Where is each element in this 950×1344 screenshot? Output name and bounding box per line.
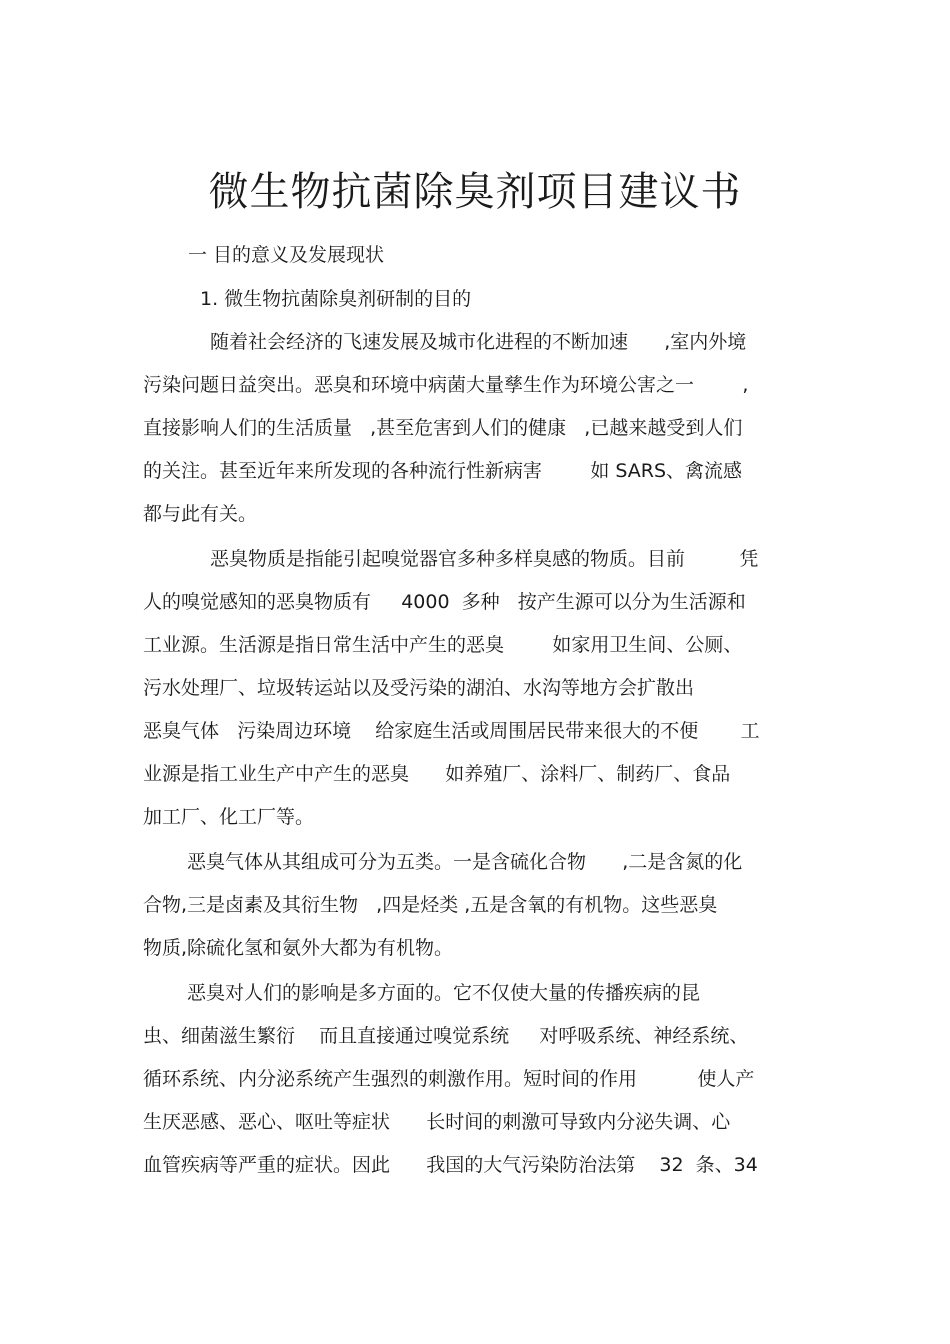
paragraph-line: 恶臭气体从其组成可分为五类。一是含硫化合物 ,二是含氮的化 [187, 851, 743, 873]
paragraph-line: 业源是指工业生产中产生的恶臭 如养殖厂、涂料厂、制药厂、食品 [143, 763, 731, 785]
document-title: 微生物抗菌除臭剂项目建议书 [208, 169, 742, 215]
paragraph-line: 的关注。甚至近年来所发现的各种流行性新病害 如 SARS、禽流感 [143, 460, 743, 482]
paragraph-line: 污染问题日益突出。恶臭和环境中病菌大量孳生作为环境公害之一 , [143, 374, 749, 396]
paragraph-line: 循环系统、内分泌系统产生强烈的刺激作用。短时间的作用 使人产 [143, 1068, 755, 1090]
paragraph-line: 合物,三是卤素及其衍生物 ,四是烃类 ,五是含氧的有机物。这些恶臭 [143, 894, 718, 916]
paragraph-line: 物质,除硫化氢和氨外大都为有机物。 [143, 937, 454, 959]
paragraph-line: 恶臭物质是指能引起嗅觉器官多种多样臭感的物质。目前 凭 [210, 548, 759, 570]
paragraph-line: 直接影响人们的生活质量 ,甚至危害到人们的健康 ,已越来越受到人们 [143, 417, 743, 439]
paragraph-line: 污水处理厂、垃圾转运站以及受污染的湖泊、水沟等地方会扩散出 [143, 677, 695, 699]
paragraph-line: 虫、细菌滋生繁衍 而且直接通过嗅觉系统 对呼吸系统、神经系统、 [143, 1025, 749, 1047]
paragraph-line: 工业源。生活源是指日常生活中产生的恶臭 如家用卫生间、公厕、 [143, 634, 743, 656]
section-heading: 一 目的意义及发展现状 [188, 244, 385, 266]
paragraph-line: 加工厂、化工厂等。 [143, 806, 315, 828]
paragraph-line: 血管疾病等严重的症状。因此 我国的大气污染防治法第 32 条、34 [143, 1154, 758, 1176]
paragraph-line: 恶臭对人们的影响是多方面的。它不仅使大量的传播疾病的昆 [187, 982, 701, 1004]
paragraph-line: 人的嗅觉感知的恶臭物质有 4000 多种 按产生源可以分为生活源和 [143, 591, 746, 613]
paragraph-line: 恶臭气体 污染周边环境 给家庭生活或周围居民带来很大的不便 工 [143, 720, 760, 742]
paragraph-line: 生厌恶感、恶心、呕吐等症状 长时间的刺激可导致内分泌失调、心 [143, 1111, 731, 1133]
paragraph-line: 都与此有关。 [143, 503, 258, 525]
paragraph-line: 随着社会经济的飞速发展及城市化进程的不断加速 ,室内外境 [210, 331, 747, 353]
subsection-heading: 1. 微生物抗菌除臭剂研制的目的 [200, 288, 472, 310]
